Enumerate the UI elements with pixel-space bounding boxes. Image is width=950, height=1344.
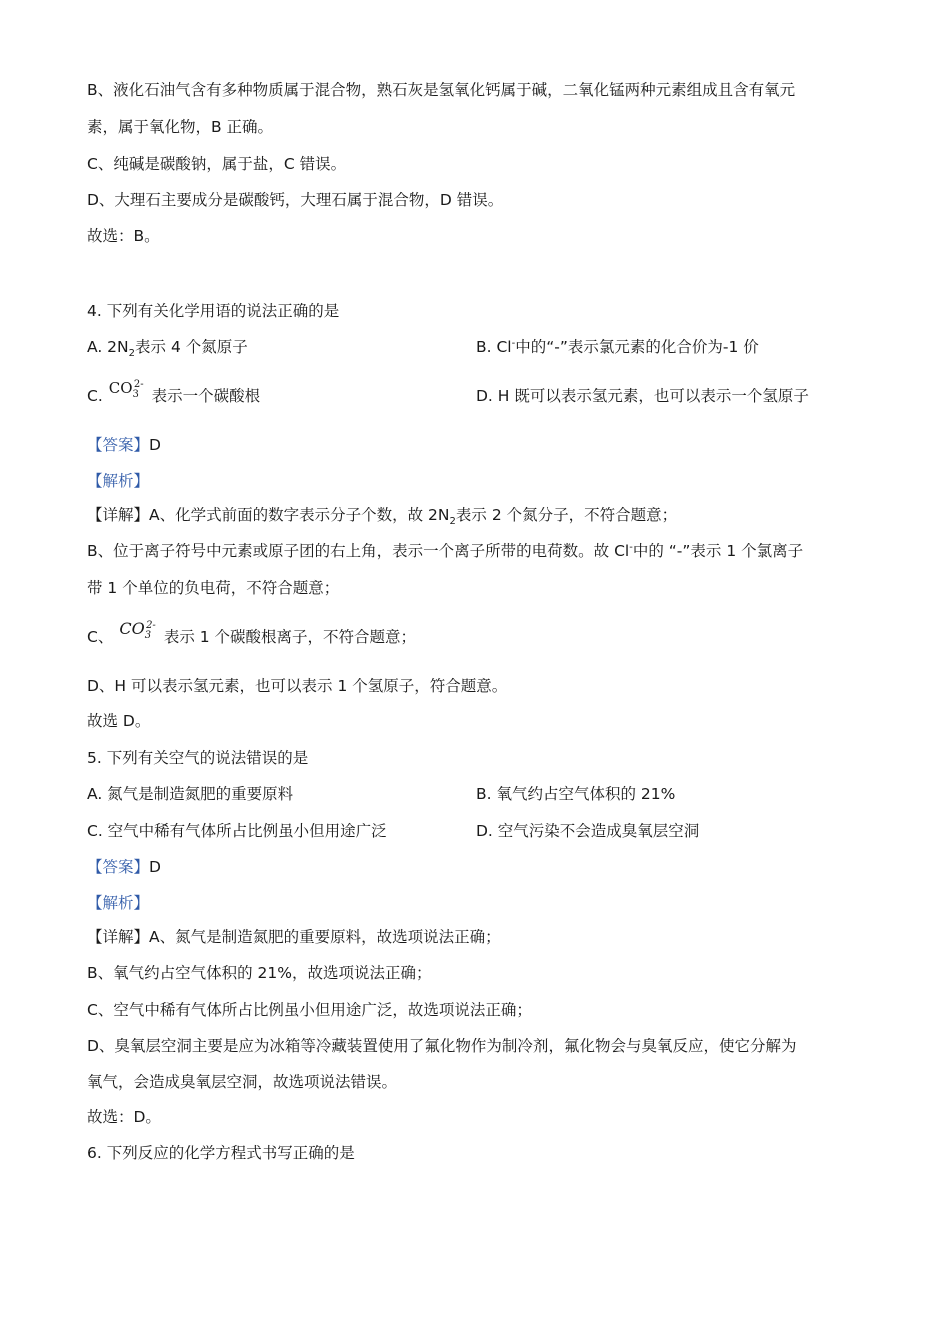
q5-choice: 故选：D。 <box>87 1108 161 1126</box>
q5-option-b: B. 氧气约占空气体积的 21% <box>476 785 676 803</box>
q4-option-d: D. H 既可以表示氢元素，也可以表示一个氢原子 <box>476 387 809 405</box>
q5-detail-a: 【详解】A、氮气是制造氮肥的重要原料，故选项说法正确； <box>87 928 501 946</box>
answer-tag: 【答案】 <box>87 858 150 876</box>
q5-option-c: C. 空气中稀有气体所占比例虽小但用途广泛 <box>87 822 387 840</box>
q4-option-c: C. $CO_3^{2-}$表示一个碳酸根 <box>87 379 261 405</box>
q3-option-b-explanation-line1: B、液化石油气含有多种物质属于混合物，熟石灰是氢氧化钙属于碱，二氧化锰两种元素组成且含有氧元 <box>87 81 796 99</box>
q6-stem: 6. 下列反应的化学方程式书写正确的是 <box>87 1144 355 1162</box>
answer-tag: 【答案】 <box>87 436 150 454</box>
q5-detail-b: B、氧气约占空气体积的 21%，故选项说法正确； <box>87 964 432 982</box>
q4-detail-d: D、H 可以表示氢元素，也可以表示 1 个氢原子，符合题意。 <box>87 677 508 695</box>
q5-answer: 【答案】D <box>87 858 161 876</box>
q5-detail-d-line1: D、臭氧层空洞主要是应为冰箱等冷藏装置使用了氟化物作为制冷剂，氟化物会与臭氧反应，使它分解为 <box>87 1037 797 1055</box>
q5-stem: 5. 下列有关空气的说法错误的是 <box>87 749 309 767</box>
q4-choice: 故选 D。 <box>87 712 151 730</box>
q4-stem: 4. 下列有关化学用语的说法正确的是 <box>87 302 340 320</box>
carbonate-formula-italic: $CO_3^{2-}$ <box>119 619 156 642</box>
detail-tag: 【详解】 <box>87 928 150 946</box>
q5-detail-d-line2: 氧气，会造成臭氧层空洞，故选项说法错误。 <box>87 1073 398 1091</box>
q5-option-a: A. 氮气是制造氮肥的重要原料 <box>87 785 294 803</box>
q3-choice: 故选：B。 <box>87 227 160 245</box>
q3-option-d-explanation: D、大理石主要成分是碳酸钙，大理石属于混合物，D 错误。 <box>87 191 504 209</box>
q5-option-d: D. 空气污染不会造成臭氧层空洞 <box>476 822 700 840</box>
q4-detail-a: 【详解】A、化学式前面的数字表示分子个数，故 $2N_2$表示 2 个氮分子，不符合题意； <box>87 506 678 528</box>
q4-option-b: B. Cl-中的“-”表示氯元素的化合价为-1 价 <box>476 337 759 356</box>
q4-detail-b-line2: 带 1 个单位的负电荷，不符合题意； <box>87 579 340 597</box>
q4-analysis-tag: 【解析】 <box>87 472 150 490</box>
q4-option-a: A. $2N_2$表示 4 个氮原子 <box>87 338 248 360</box>
detail-tag: 【详解】 <box>87 506 150 524</box>
q4-detail-c: C、 $CO_3^{2-}$表示 1 个碳酸根离子，不符合题意； <box>87 619 417 646</box>
q5-detail-c: C、空气中稀有气体所占比例虽小但用途广泛，故选项说法正确； <box>87 1001 532 1019</box>
q3-option-c-explanation: C、纯碱是碳酸钠，属于盐，C 错误。 <box>87 155 347 173</box>
q3-option-b-explanation-line2: 素，属于氧化物，B 正确。 <box>87 118 274 136</box>
q4-answer: 【答案】D <box>87 436 161 454</box>
q4-detail-b-line1: B、位于离子符号中元素或原子团的右上角，表示一个离子所带的电荷数。故 Cl-中的 “-”表示 1 个氯离子 <box>87 541 804 560</box>
q5-analysis-tag: 【解析】 <box>87 894 150 912</box>
carbonate-formula: $CO_3^{2-}$ <box>108 379 144 400</box>
